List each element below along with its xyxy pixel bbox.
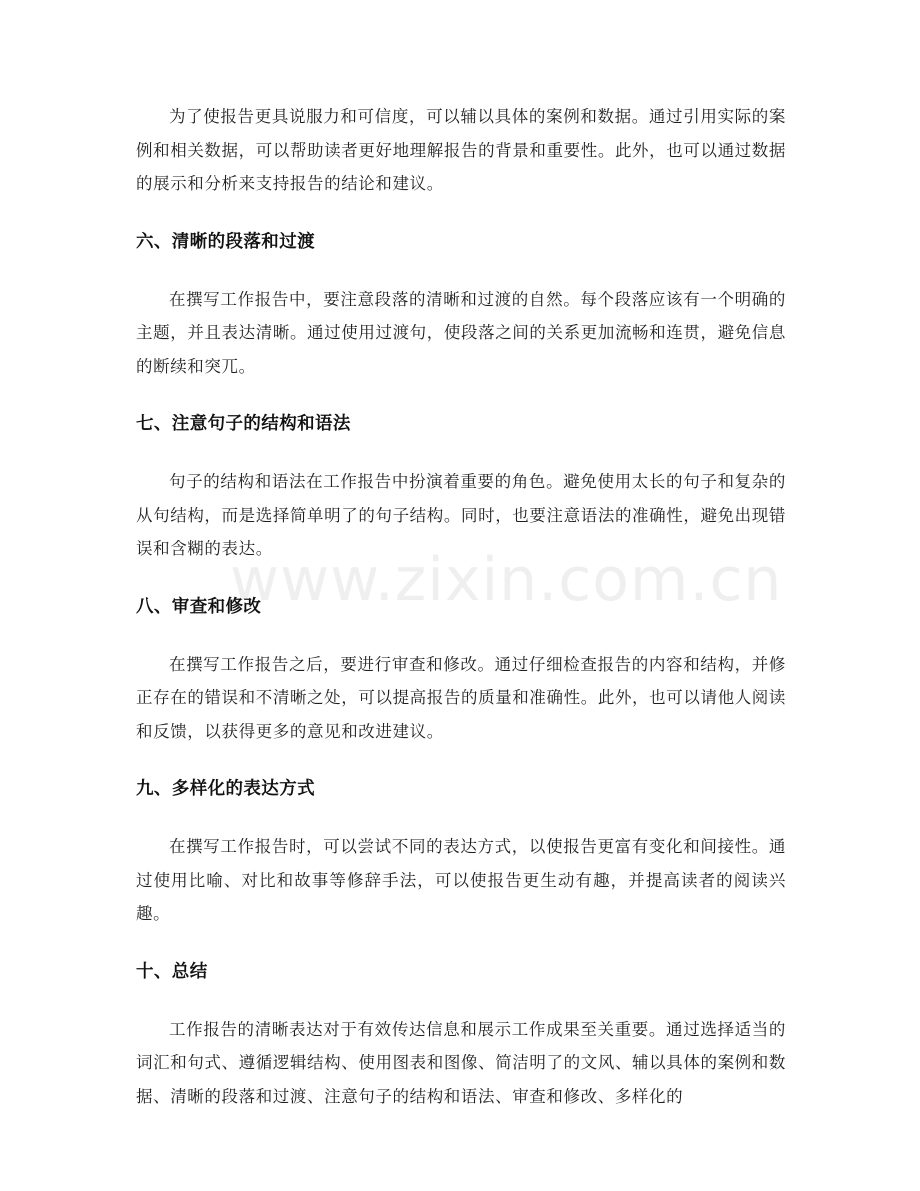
paragraph-section-6: 在撰写工作报告中，要注意段落的清晰和过渡的自然。每个段落应该有一个明确的主题，并且表达清晰。通过使用过渡句，使段落之间的关系更加流畅和连贯，避免信息的断续和突兀。 bbox=[136, 289, 786, 376]
heading-section-9: 九、多样化的表达方式 bbox=[136, 779, 315, 799]
paragraph-case-data: 为了使报告更具说服力和可信度，可以辅以具体的案例和数据。通过引用实际的案例和相关数据，可以帮助读者更好地理解报告的背景和重要性。此外，也可以通过数据的展示和分析来支持报告的结论和建议。 bbox=[136, 107, 786, 193]
paragraph-section-9: 在撰写工作报告时，可以尝试不同的表达方式，以使报告更富有变化和间接性。通过使用比喻、对比和故事等修辞手法，可以使报告更生动有趣，并提高读者的阅读兴趣。 bbox=[136, 837, 786, 923]
heading-section-8: 八、审查和修改 bbox=[136, 596, 262, 617]
paragraph-section-10: 工作报告的清晰表达对于有效传达信息和展示工作成果至关重要。通过选择适当的词汇和句式、遵循逻辑结构、使用图表和图像、简洁明了的文风、辅以具体的案例和数据、清晰的段落和过渡、注意句子的结构和语法、审查和修改、多样化的 bbox=[136, 1019, 786, 1106]
paragraph-section-8: 在撰写工作报告之后，要进行审查和修改。通过仔细检查报告的内容和结构，并修正存在的错误和不清晰之处，可以提高报告的质量和准确性。此外，也可以请他人阅读和反馈，以获得更多的意见和改进建议。 bbox=[136, 654, 786, 741]
document-body bbox=[136, 100, 786, 1113]
heading-section-10: 十、总结 bbox=[136, 961, 208, 982]
paragraph-section-7: 句子的结构和语法在工作报告中扮演着重要的角色。避免使用太长的句子和复杂的从句结构，而是选择简单明了的句子结构。同时，也要注意语法的准确性，避免出现错误和含糊的表达。 bbox=[136, 472, 786, 558]
heading-section-7: 七、注意句子的结构和语法 bbox=[136, 414, 351, 434]
watermark-text: www.zixin.com.cn bbox=[230, 545, 783, 615]
heading-section-6: 六、清晰的段落和过渡 bbox=[136, 231, 315, 252]
